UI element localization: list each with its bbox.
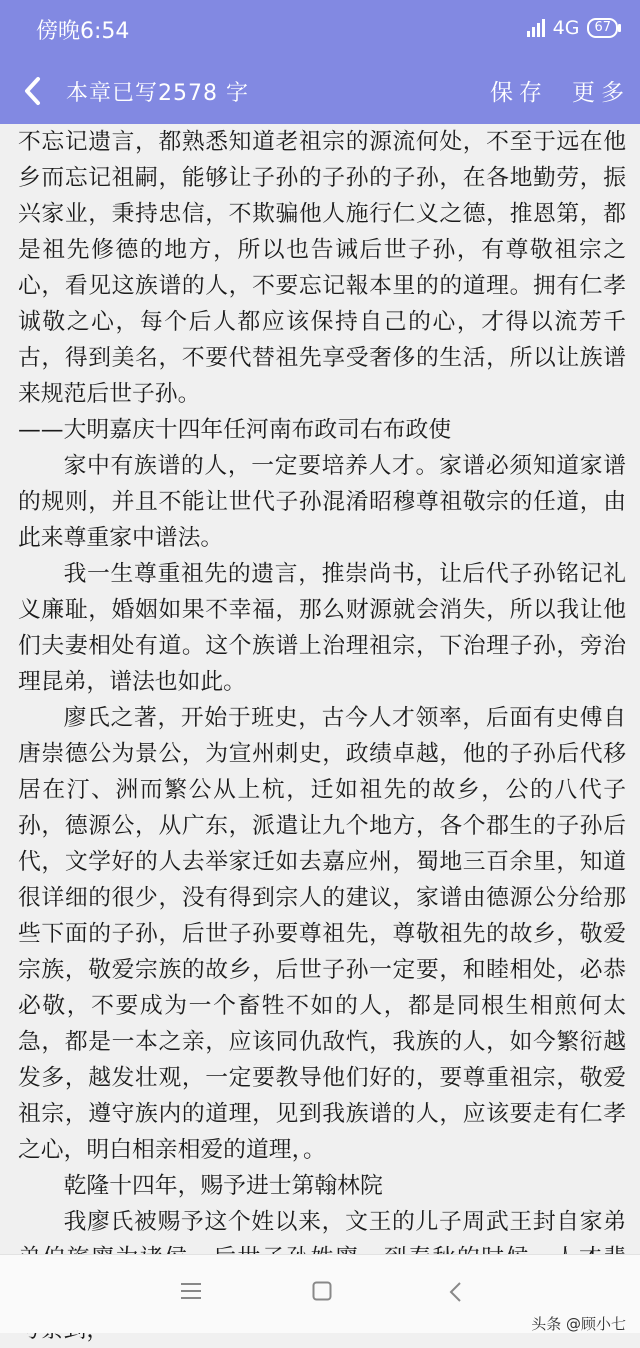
signal-icon: [527, 19, 545, 37]
back-nav-icon: [448, 1281, 464, 1303]
save-button[interactable]: 保存: [490, 80, 548, 106]
home-icon: [312, 1281, 332, 1301]
status-indicators: [527, 14, 618, 42]
chapter-word-count: 本章已写2578 字: [66, 81, 249, 106]
back-arrow-icon: [20, 74, 50, 108]
menu-button[interactable]: [180, 1281, 202, 1305]
text-paragraph: 我一生尊重祖先的遗言，推崇尚书，让后代子孙铭记礼义廉耻，婚姻如果不幸福，那么财源就会消失，所以我让他们夫妻相处有道。这个族谱上治理祖宗，下治理子孙，旁治理昆弟，谱法也如此。: [18, 561, 626, 695]
text-paragraph: 乾隆十四年，赐予进士第翰林院: [63, 1173, 383, 1199]
home-button[interactable]: [312, 1281, 332, 1305]
text-paragraph: ——大明嘉庆十四年任河南布政司右布政使: [18, 417, 452, 443]
watermark: 头条 @顾小七: [531, 1315, 626, 1333]
text-paragraph: 我廖氏被赐予这个姓以来，文王的儿子周武王封自家弟: [63, 1209, 626, 1235]
system-nav-bar: [0, 1254, 640, 1333]
more-button[interactable]: 更多: [572, 80, 630, 106]
network-type: 4G: [552, 17, 580, 39]
status-bar: [0, 0, 640, 58]
chapter-text-editor[interactable]: [0, 124, 640, 1254]
battery-icon: 67: [587, 18, 618, 38]
system-back-button[interactable]: [448, 1281, 464, 1307]
editor-toolbar: [0, 58, 640, 124]
menu-icon: [180, 1281, 202, 1301]
text-paragraph: 家中有族谱的人，一定要培养人才。家谱必须知道家谱的规则，并且不能让世代子孙混淆昭穆尊祖敬宗的任道，由此来尊重家中谱法。: [18, 453, 626, 551]
back-button[interactable]: [20, 74, 50, 108]
status-time: 傍晚6:54: [36, 19, 130, 44]
text-paragraph: 不忘记遗言，都熟悉知道老祖宗的源流何处，不至于远在他乡而忘记祖嗣，能够让子孙的子孙的子孙，在各地勤劳，振兴家业，秉持忠信，不欺骗他人施行仁义之德，推恩第，都是祖先修德的地方，所以也告诫后世子孙，有尊敬祖宗之心，看见这族谱的人，不要忘记報本里的的道理。拥有仁孝诚敬之心，每个后人都应该保持自己的心，才得以流芳千古，得到美名，不要代替祖先享受奢侈的生活，所以让族谱来规范后世子孙。: [18, 129, 626, 407]
text-paragraph: 廖氏之著，开始于班史，古今人才领率，后面有史傅自唐崇德公为景公，为宣州刺史，政绩卓越，他的子孙后代移居在汀、洲而繁公从上杭，迁如祖先的故乡，公的八代子孙，德源公，从广东，派遣让九个地方，各个郡生的子孙后代，文学好的人去举家迁如去嘉应州，蜀地三百余里，知道很详细的很少，没有得到宗人的建议，家谱由德源公分给那些下面的子孙，后世子孙要尊祖先，尊敬祖先的故乡，敬爱宗族，敬爱宗族的故乡，后世子孙一定要，和睦相处，必恭必敬，不要成为一个畜牲不如的人，都是同根生相煎何太急，都是一本之亲，应该同仇敌忾，我族的人，如今繁衍越发多，越发壮观，一定要教导他们好的，要尊重祖宗，敬爱祖宗，遵守族内的道理，见到我族谱的人，应该要走有仁孝之心，明白相亲相爱的道理，。: [18, 705, 626, 1163]
